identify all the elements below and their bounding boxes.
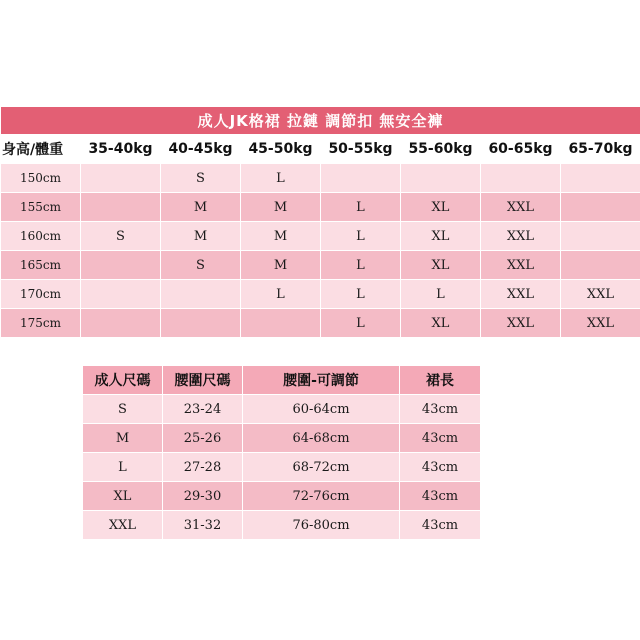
size-recommendation-table	[0, 106, 640, 338]
size-row	[1, 222, 640, 251]
size-cell: XL	[401, 193, 481, 222]
size-cell	[321, 164, 401, 193]
size-cell: M	[241, 251, 321, 280]
waist-adjustable-cell: 68-72cm	[243, 453, 400, 482]
size-label-cell: L	[83, 453, 163, 482]
size-cell	[161, 309, 241, 338]
size-cell: XL	[401, 251, 481, 280]
size-cell	[241, 309, 321, 338]
size-row	[1, 193, 640, 222]
size-cell: L	[241, 280, 321, 309]
size-cell	[481, 164, 561, 193]
size-row	[1, 164, 640, 193]
measure-header-size: 成人尺碼	[83, 366, 163, 395]
weight-header: 45-50kg	[241, 135, 321, 164]
size-cell: XXL	[481, 309, 561, 338]
measure-header-waist-size: 腰圍尺碼	[163, 366, 243, 395]
size-cell	[81, 309, 161, 338]
size-cell: M	[241, 193, 321, 222]
size-cell: XL	[401, 222, 481, 251]
size-cell	[401, 164, 481, 193]
height-cell: 155cm	[1, 193, 81, 222]
size-cell: S	[161, 251, 241, 280]
waist-size-cell: 25-26	[163, 424, 243, 453]
size-cell: XXL	[561, 309, 640, 338]
weight-header: 40-45kg	[161, 135, 241, 164]
weight-header: 50-55kg	[321, 135, 401, 164]
waist-adjustable-cell: 60-64cm	[243, 395, 400, 424]
skirt-length-cell: 43cm	[400, 395, 481, 424]
size-label-cell: S	[83, 395, 163, 424]
skirt-length-cell: 43cm	[400, 511, 481, 540]
size-cell	[561, 164, 640, 193]
size-cell	[561, 251, 640, 280]
waist-adjustable-cell: 72-76cm	[243, 482, 400, 511]
measurement-table	[82, 365, 481, 540]
height-cell: 150cm	[1, 164, 81, 193]
weight-header: 35-40kg	[81, 135, 161, 164]
waist-size-cell: 31-32	[163, 511, 243, 540]
size-cell: M	[161, 193, 241, 222]
height-weight-corner-header: 身高/體重	[1, 135, 81, 164]
size-cell: XXL	[481, 280, 561, 309]
waist-adjustable-cell: 64-68cm	[243, 424, 400, 453]
size-cell: L	[321, 251, 401, 280]
size-cell: XXL	[481, 222, 561, 251]
size-cell: S	[161, 164, 241, 193]
size-row	[1, 280, 640, 309]
measurement-row	[83, 511, 481, 540]
size-cell: L	[321, 280, 401, 309]
waist-size-cell: 27-28	[163, 453, 243, 482]
size-label-cell: XL	[83, 482, 163, 511]
size-label-cell: M	[83, 424, 163, 453]
size-row	[1, 309, 640, 338]
size-cell	[161, 280, 241, 309]
size-cell: XXL	[561, 280, 640, 309]
size-cell	[81, 251, 161, 280]
measurement-row	[83, 482, 481, 511]
size-cell	[561, 222, 640, 251]
skirt-length-cell: 43cm	[400, 482, 481, 511]
measurement-row	[83, 395, 481, 424]
size-cell: S	[81, 222, 161, 251]
weight-header: 55-60kg	[401, 135, 481, 164]
waist-adjustable-cell: 76-80cm	[243, 511, 400, 540]
size-label-cell: XXL	[83, 511, 163, 540]
measurement-header-row	[83, 366, 481, 395]
size-cell	[81, 193, 161, 222]
measure-header-skirt-length: 裙長	[400, 366, 481, 395]
size-cell: XXL	[481, 251, 561, 280]
size-row	[1, 251, 640, 280]
size-cell: XXL	[481, 193, 561, 222]
height-cell: 165cm	[1, 251, 81, 280]
skirt-length-cell: 43cm	[400, 453, 481, 482]
size-cell: M	[241, 222, 321, 251]
skirt-length-cell: 43cm	[400, 424, 481, 453]
weight-header: 60-65kg	[481, 135, 561, 164]
size-cell	[81, 280, 161, 309]
size-cell: L	[321, 309, 401, 338]
size-cell: L	[321, 222, 401, 251]
size-cell: XL	[401, 309, 481, 338]
measurement-row	[83, 453, 481, 482]
weight-header: 65-70kg	[561, 135, 640, 164]
size-cell: L	[241, 164, 321, 193]
measure-header-waist-adjustable: 腰圍-可調節	[243, 366, 400, 395]
measurement-row	[83, 424, 481, 453]
waist-size-cell: 23-24	[163, 395, 243, 424]
waist-size-cell: 29-30	[163, 482, 243, 511]
weight-header-row	[1, 135, 640, 164]
height-cell: 170cm	[1, 280, 81, 309]
size-cell: L	[321, 193, 401, 222]
height-cell: 175cm	[1, 309, 81, 338]
size-cell: L	[401, 280, 481, 309]
height-cell: 160cm	[1, 222, 81, 251]
size-chart-title: 成人JK格裙 拉鏈 調節扣 無安全褲	[1, 107, 640, 135]
size-cell	[561, 193, 640, 222]
size-cell	[81, 164, 161, 193]
size-cell: M	[161, 222, 241, 251]
